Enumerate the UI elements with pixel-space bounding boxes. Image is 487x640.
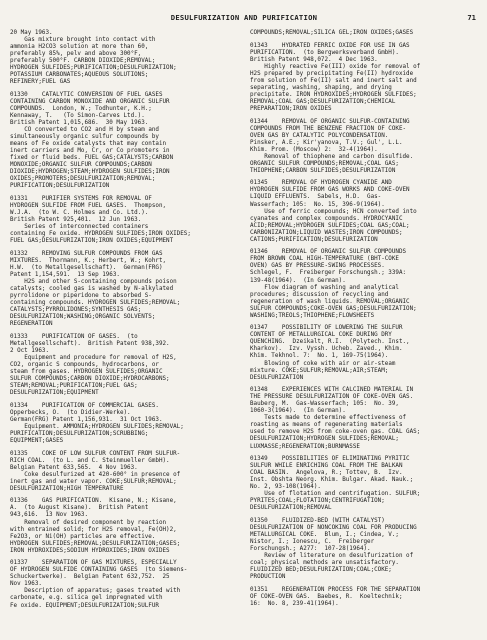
abstract-entry — [10, 30, 238, 86]
abstract-text: 01335 COKE OF LOW SULFUR CONTENT FROM SULFUR- RICH COAL. (to L. and C. Steinmueller GmbH). Belgian Patent 633,565. 4 Nov 1963. Coke desulfurized at 420-600° in presence of inert gas and water vapor. COKE;SULFUR;REMOVAL; DESULFURIZATION;HIGH TEMPERATURE — [10, 450, 181, 492]
abstract-text: 01337 SEPARATION OF GAS MIXTURES, ESPECIALLY OF HYDROGEN SULFIDE CONTAINING GASES (to Siemens- Schuckertwerke). Belgian Patent 632,752. 25 Nov 1963. Description of apparatus; gases treated with carbonate, e.g. silica gel impregnated with Fe oxide. EQUIPMENT;DESULFURIZATION;SULFUR — [10, 560, 188, 609]
abstract-text: 01344 REMOVAL OF ORGANIC SULFUR-CONTAINING COMPOUNDS FROM THE BENZENE FRACTION OF COKE- OVEN GAS BY CATALYTIC POLYCONDENSATION. Pinsker, A.E.; Kir'yanova, T.V.; Gul', L.L. Khim. Prom. (Moscow) 2: 32-4(1964). Removal of thiophene and carbon disulfide. ORGANIC SULFUR COMPOUNDS;REMOVAL;COAL GAS; THIOPHENE;CARBON SULFIDES;DESULFURIZATION — [250, 118, 414, 174]
abstract-entry — [10, 334, 238, 397]
abstract-entry — [10, 498, 238, 554]
abstract-entry — [250, 587, 478, 608]
abstract-text: 01347 POSSIBILITY OF LOWERING THE SULFUR CONTENT OF METALLURGICAL COKE DURING DRY QUENCHING. Dzeikalt, R.I. (Polytech. Inst., Kharkov). Izv. Vyssh. Ucheb. Zaved., Khim. Khim. Tekhnol. 7: No. 1, 169-75(1964). Blowing of coke with air or air-steam mixture. COKE;SULFUR;REMOVAL;AIR;STEAM; DESULFURIZATION — [250, 325, 410, 381]
abstract-text: 01345 REMOVAL OF HYDROGEN CYANIDE AND HYDROGEN SULFIDE FROM GAS WORKS AND COKE-OVEN LIQUID EFFLUENTS. Sabels, H.D. Gas- Wasserfach; 105: No. 15, 396-9(1964). Use of ferric compounds; HCN converted into cyanates and complex compounds. HYDROCYANIC ACID;REMOVAL;HYDROGEN SULFIDES;COAL GAS;COAL; CARBONIZATION;LIQUID WASTES;IRON COMPOUNDS; CATIONS;PURIFICATION;DESULFURIZATION — [250, 180, 417, 243]
page-number: 71 — [467, 13, 476, 22]
abstract-entry — [250, 30, 478, 37]
abstract-entry — [10, 196, 238, 245]
abstract-entry — [250, 325, 478, 381]
abstract-text: 01332 REMOVING SULFUR COMPOUNDS FROM GAS MIXTURES. Thormann, K.; Herbert, W.; Kohrt, H.W. (to Metallgesellschaft). German(FRG) Patent 1,154,591. 13 Sep 1963. H2S and other S-containing compounds poison catalysts; cooled gas is washed by N-alkylated pyrrolidone or piperidone to absorbed S- containing compounds. HYDROGEN SULFIDES;REMOVAL; CATALYSTS;PYRROLIDONES;SYNTHESIS GAS; DESULFURIZATION;WASHING;ORGANIC SOLVENTS; REGENERATION — [10, 250, 181, 328]
page-header — [10, 10, 478, 24]
two-column-body — [10, 30, 478, 615]
abstract-entry — [250, 518, 478, 581]
abstract-entry — [250, 456, 478, 512]
abstract-text: 01343 HYDRATED FERRIC OXIDE FOR USE IN GAS PURIFICATION. (to Bergwerksverband GmbH). British Patent 948,072. 4 Dec 1963. Highly reactive Fe(III) oxide for removal of H2S prepared by precipitating Fe(II) hydroxide from solution of Fe(II) salt and inert salt and separating, washing, shaping, and drying precipitate. IRON HYDROXIDES;HYDROGEN SULFIDES; REMOVAL;COAL GAS;DESULFURIZATION;CHEMICAL PREPARATION;IRON OXIDES — [250, 42, 421, 112]
abstract-text: 01334 PURIFICATION OF COMMERCIAL GASES. Opperbecks, O. (to Didier-Werke). German(FRG) Patent 1,156,931. 31 Oct 1963. Equipment. AMMONIA;HYDROGEN SULFIDES;REMOVAL; PURIFICATION;DESULFURIZATION;SCRUBBING; EQUIPMENT;GASES — [10, 402, 184, 445]
abstract-entry — [250, 249, 478, 319]
abstract-text: 01351 REGENERATION PROCESS FOR THE SEPARATION OF COKE-OVEN GAS. Baebes, R. Koeltechnik; 16: No. 8, 239-41(1964). — [250, 586, 421, 607]
abstract-entry — [10, 403, 238, 445]
abstract-text: 01349 POSSIBILITIES OF ELIMINATING PYRITIC SULFUR WHILE ENRICHING COAL FROM THE BALKAN COAL BASIN. Angelova, R.; Tottev, B. Izv. Inst. Obshta Neorg. Khim. Bulgar. Akad. Nauk.; No. 2, 93-108(1964). Use of flotation and centrifugation. SULFUR; PYRITES;COAL;FLOTATION;CENTRIFUGATION; DESULFURIZATION;REMOVAL — [250, 456, 421, 512]
abstract-entry — [10, 451, 238, 493]
abstract-text: 01331 PURIFIER SYSTEMS FOR REMOVAL OF HYDROGEN SULFIDE FROM FUEL GASES. Thompson, W.J.A. (to W. C. Holmes and Co. Ltd.). British Patent 925,401. 12 Jun 1963. Series of interconnected containers containing Fe oxide. HYDROGEN SULFIDES;IRON OXIDES; FUEL GAS;DESULFURIZATION;IRON OXIDES;EQUIPMENT — [10, 196, 191, 245]
running-head: DESULFURIZATION AND PURIFICATION — [170, 13, 318, 22]
abstract-entry — [250, 43, 478, 113]
abstract-entry — [250, 119, 478, 175]
abstract-text: 01333 PURIFICATION OF GASES. (to Metallgesellschaft). British Patent 938,392. 2 Oct 1963. Equipment and procedure for removal of H2S, CO2, organic S compounds, hydrocarbons, or steam from gases. HYDROGEN SULFIDES;ORGANIC SULFUR COMPOUNDS;CARBON DIOXIDE;HYDROCARBONS; STEAM;REMOVAL;PURIFICATION;FUEL GAS; DESULFURIZATION;EQUIPMENT — [10, 333, 177, 397]
abstract-text: 01330 CATALYTIC CONVERSION OF FUEL GASES CONTAINING CARBON MONOXIDE AND ORGANIC SULFUR COMPOUNDS. London, W.; Todhunter, K.H.; Kennaway, T. (To Simon-Carves Ltd.). British Patent 1,015,686. 30 May 1963. CO converted to CO2 and H by steam and simultaneously organic sulfur compounds by means of Fe oxide catalysts that may contain inert carriers and Mo, Cr, or Co promoters in fixed or fluid beds. FUEL GAS;CATALYSTS;CARBON MONOXIDE;ORGANIC SULFUR COMPOUNDS;CARBON DIOXIDE;HYDROGEN;STEAM;HYDROGEN SULFIDES;IRON OXIDES;PROMOTERS;DESULFURIZATION;REMOVAL; PURIFICATION;DESULFURIZATION — [10, 91, 174, 190]
abstract-text: 01346 REMOVAL OF ORGANIC SULFUR COMPOUNDS FROM BROWN COAL HIGH-TEMPERATURE (BHT-COKE OVEN) GAS BY PRESSURE-SWING PROCESSES. Schlegel, F. Freiberger Forschungsh.; 339A: 139-48(1964). (In German). Flow diagram of washing and analytical procedures; discussion of recycling and regeneration of wash liquids. REMOVAL;ORGANIC SULFUR COMPOUNDS;COKE-OVEN GAS;DESULFURIZATION; WASHING;TREOLS;THIOPHENE;FLOWSHEETS — [250, 249, 417, 319]
abstract-text: 20 May 1963. Gas mixture brought into contact with ammonia H2CO3 solution at more than 60, preferably 85%, pelv and above 300°F, preferably 500°F. CARBON DIOXIDE;REMOVAL; HYDROGEN SULFIDES;PURIFICATION;DESULFURIZATION; POTASSIUM CARBONATES;AQUEOUS SOLUTIONS; REFINERY;FUEL GAS — [10, 30, 177, 86]
abstract-entry — [10, 92, 238, 191]
abstract-entry — [10, 560, 238, 609]
left-column — [10, 30, 238, 615]
abstract-text: 01348 EXPERIENCES WITH CALCINED MATERIAL IN THE PRESSURE DESULFURIZATION OF COKE-OVEN GAS. Bauberg, M. Gas-Wasserfach; 105: No. 39, 1060-3(1964). (In German). Tests made to determine effectiveness of roasting as means of regenerating materials used to remove H2S from coke-oven gas. COAL GAS; DESULFURIZATION;HYDROGEN SULFIDES;REMOVAL; LUXMASSE;REGENERATION;BURNMASSE — [250, 387, 421, 450]
abstract-text: COMPOUNDS;REMOVAL;SILICA GEL;IRON OXIDES;GASES — [250, 30, 414, 36]
abstract-entry — [250, 387, 478, 450]
abstract-entry — [250, 180, 478, 243]
abstract-entry — [10, 251, 238, 329]
right-column — [250, 30, 478, 615]
abstract-text: 01350 FLUIDIZED-BED (WITH CATALYST) DESULFURIZATION OF NONCOKING COAL FOR PRODUCING METALLURGICAL COKE. Blum, I.; Cindea, V.; Nistor, I.; Ionescu, C. Freiberger Forschungsh.; A277: 107-28(1964). Review of literature on desulfurization of coal; physical methods are unsatisfactory. FLUIDIZED BED;DESULFURIZATION;COAL;COKE; PRODUCTION — [250, 517, 417, 581]
abstract-text: 01336 GAS PURIFICATION. Kisane, N.; Kisane, A. (to August Kisane). British Patent 943,616. 13 Nov 1963. Removal of desired component by reaction with entrained solid; for H2S removal, Fe(OH)2, Fe2O3, or Ni(OH) particles are effective. HYDROGEN SULFIDES;REMOVAL;DESULFURIZATION;GASES; IRON HYDROXIDES;SODIUM HYDROXIDES;IRON OXIDES — [10, 498, 181, 554]
